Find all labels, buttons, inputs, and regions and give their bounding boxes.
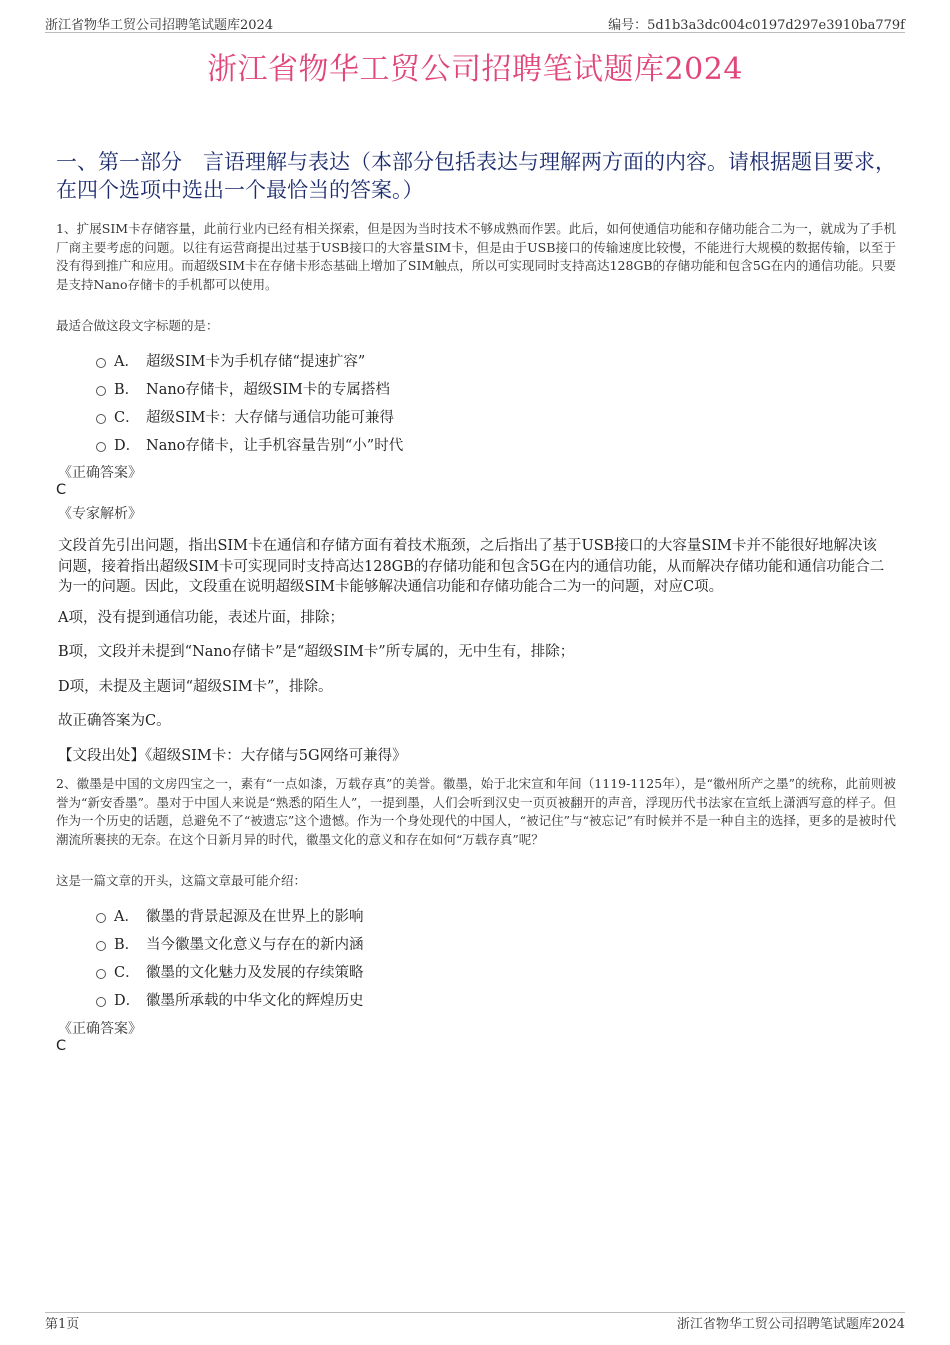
option-text: 徽墨的文化魅力及发展的存续策略 — [146, 964, 364, 981]
question-1-options — [96, 346, 796, 458]
question-2-option-b[interactable] — [96, 929, 796, 957]
analysis-paragraph: B项，文段并未提到“Nano存储卡”是“超级SIM卡”所专属的，无中生有，排除； — [58, 644, 575, 660]
radio-icon[interactable] — [96, 414, 106, 424]
option-text: 徽墨所承载的中华文化的辉煌历史 — [146, 992, 364, 1009]
header-doc-title: 浙江省物华工贸公司招聘笔试题库2024 — [45, 18, 274, 33]
question-2-option-a[interactable] — [96, 901, 796, 929]
radio-icon[interactable] — [96, 997, 106, 1007]
page-header — [45, 0, 905, 33]
section-heading: 一、第一部分 言语理解与表达（本部分包括表达与理解两方面的内容。请根据题目要求，在四个选项中选出一个最恰当的答案。） — [56, 150, 896, 202]
option-text: 超级SIM卡为手机存储“提速扩容” — [146, 353, 366, 370]
page-title: 浙江省物华工贸公司招聘笔试题库2024 — [207, 52, 743, 87]
option-letter: A． — [114, 353, 139, 370]
question-1-prompt: 最适合做这段文字标题的是： — [56, 318, 219, 333]
radio-icon[interactable] — [96, 969, 106, 979]
radio-icon[interactable] — [96, 941, 106, 951]
analysis-paragraph: D项，未提及主题词“超级SIM卡”，排除。 — [58, 678, 333, 695]
question-1-option-c[interactable] — [96, 402, 796, 430]
option-text: Nano存储卡，让手机容量告别“小”时代 — [146, 437, 404, 454]
question-2-text: 2、徽墨是中国的文房四宝之一，素有“一点如漆，万载存真”的美誉。徽墨，始于北宋宣和年间（1119-1125年），是“徽州所产之墨”的统称，此前则被誉为“新安香墨”。墨对于中国人来说是“熟悉的陌生人”，一提到墨，人们会听到汉史一页页被翻开的声音，浮现历代书法家在宣纸上潇洒写意的样子。但作为一个历史的话题，总避免不了“被遗忘”这个遗憾。作为一个身处现代的中国人，“被记住”与“被忘记”有时候并不是一种自主的选择，更多的是被时代潮流所裹挟的无奈。在这个日新月异的时代，徽墨文化的意义和存在如何“万载存真”呢？ — [56, 776, 896, 847]
answer-value: C — [56, 1038, 67, 1054]
option-text: 当今徽墨文化意义与存在的新内涵 — [146, 936, 364, 953]
source-citation: 【文段出处】《超级SIM卡：大存储与5G网络可兼得》 — [58, 747, 407, 764]
question-2-prompt: 这是一篇文章的开头，这篇文章最可能介绍： — [56, 873, 307, 888]
radio-icon[interactable] — [96, 913, 106, 923]
page-number: 第1页 — [45, 1317, 80, 1332]
option-text: Nano存储卡，超级SIM卡的专属搭档 — [146, 381, 390, 398]
analysis-block — [58, 536, 888, 766]
option-letter: A． — [114, 908, 139, 925]
option-letter: C． — [114, 964, 140, 981]
question-1-option-a[interactable] — [96, 346, 796, 374]
analysis-label: 《专家解析》 — [58, 506, 142, 522]
option-letter: D． — [114, 437, 141, 454]
question-1-option-b[interactable] — [96, 374, 796, 402]
option-letter: D． — [114, 992, 141, 1009]
question-2-option-d[interactable] — [96, 985, 796, 1013]
answer-label: 《正确答案》 — [58, 465, 142, 481]
analysis-paragraph: 故正确答案为C。 — [58, 713, 171, 729]
question-2-option-c[interactable] — [96, 957, 796, 985]
analysis-paragraph: A项，没有提到通信功能，表述片面，排除； — [58, 609, 344, 626]
option-letter: B． — [114, 381, 140, 398]
question-1-option-d[interactable] — [96, 430, 796, 458]
analysis-paragraph: 文段首先引出问题，指出SIM卡在通信和存储方面有着技术瓶颈，之后指出了基于USB接口的大容量SIM卡并不能很好地解决该问题，接着指出超级SIM卡可实现同时支持高达128GB的存储功能和包含5G在内的通信功能，从而解决存储功能和通信功能合二为一的问题。因此，文段重在说明超级SIM卡能够解决通信功能和存储功能合二为一的问题，对应C项。 — [58, 538, 885, 595]
option-letter: C． — [114, 409, 140, 426]
option-text: 徽墨的背景起源及在世界上的影响 — [146, 908, 364, 925]
option-text: 超级SIM卡：大存储与通信功能可兼得 — [146, 409, 395, 426]
answer-label: 《正确答案》 — [58, 1021, 142, 1037]
radio-icon[interactable] — [96, 358, 106, 368]
question-1-text: 1、扩展SIM卡存储容量，此前行业内已经有相关探索，但是因为当时技术不够成熟而作罢。此后，如何使通信功能和存储功能合二为一，就成为了手机厂商主要考虑的问题。以往有运营商提出过基于USB接口的大容量SIM卡，但是由于USB接口的传输速度比较慢，不能进行大规模的数据传输，以至于没有得到推广和应用。而超级SIM卡在存储卡形态基础上增加了SIM触点，所以可实现同时支持高达128GB的存储功能和包含5G在内的通信功能。只要是支持Nano存储卡的手机都可以使用。 — [56, 221, 896, 292]
question-2-options — [96, 901, 796, 1013]
option-letter: B． — [114, 936, 140, 953]
radio-icon[interactable] — [96, 386, 106, 396]
footer-doc-title: 浙江省物华工贸公司招聘笔试题库2024 — [676, 1317, 905, 1332]
header-doc-id: 编号：5d1b3a3dc004c0197d297e3910ba779f — [608, 18, 905, 33]
radio-icon[interactable] — [96, 442, 106, 452]
answer-value: C — [56, 482, 67, 498]
